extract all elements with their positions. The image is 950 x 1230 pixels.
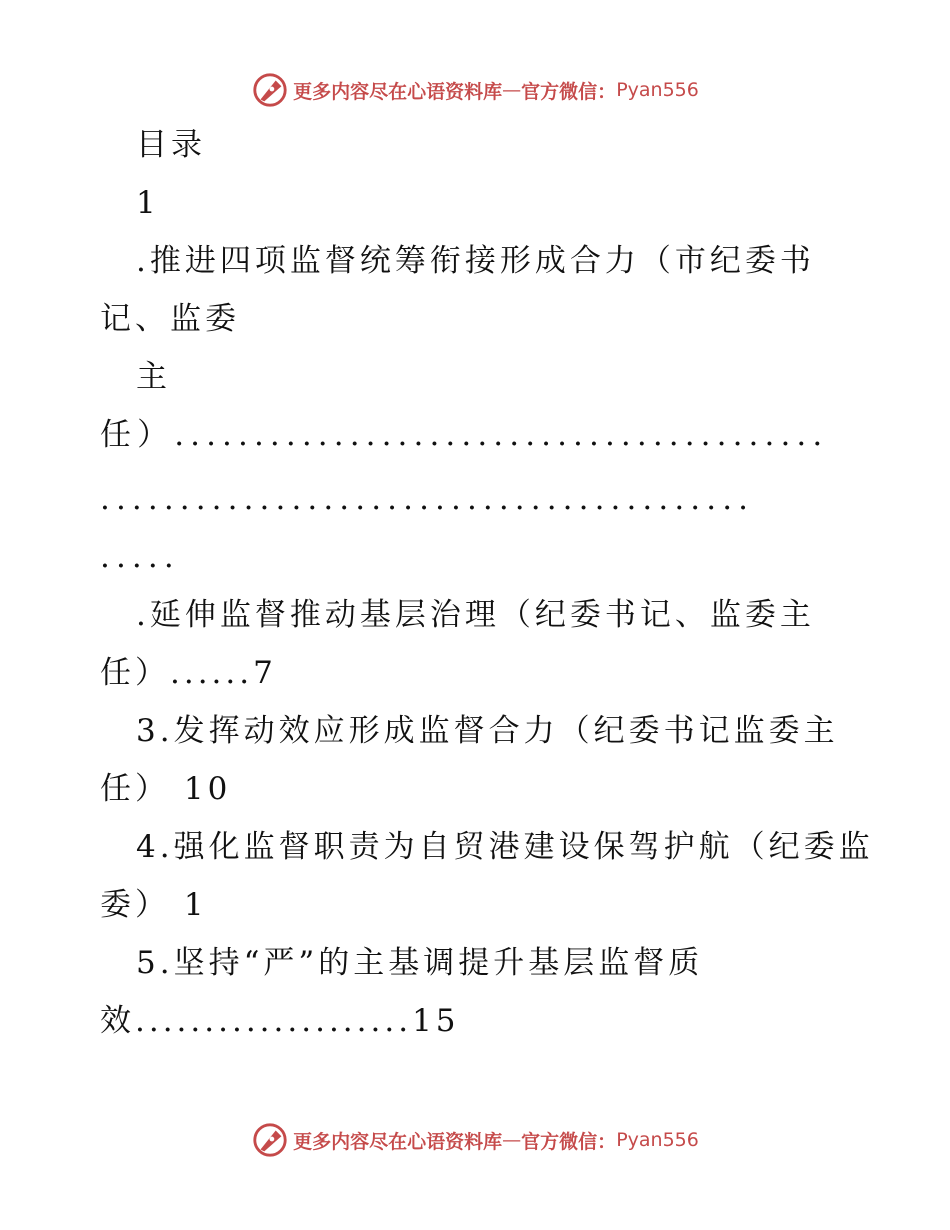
toc-line: 主 xyxy=(136,359,171,395)
toc-title: 目录 xyxy=(136,127,206,163)
pen-nib-logo-icon xyxy=(251,71,289,109)
toc-line: ..... xyxy=(100,539,180,575)
toc-line: .延伸监督推动基层治理（纪委书记、监委主 xyxy=(136,597,815,633)
toc-line: 5.坚持“严”的主基调提升基层监督质 xyxy=(136,945,704,981)
toc-line: 效....................15 xyxy=(100,1003,460,1039)
banner-brand-text: 更多内容尽在心语资料库 xyxy=(293,80,503,103)
toc-line: 委） 1 xyxy=(100,887,208,923)
toc-line: 记、监委 xyxy=(100,301,240,337)
banner-brand-text: 更多内容尽在心语资料库 xyxy=(293,1130,503,1153)
banner-separator: — xyxy=(502,1129,522,1151)
banner-wechat-label: 官方微信： xyxy=(521,1130,617,1153)
toc-line: 任）......................................... xyxy=(100,417,829,453)
banner-wechat-id: Pyan556 xyxy=(616,1129,699,1151)
toc-line: 任） 10 xyxy=(100,771,232,807)
toc-line: 1 xyxy=(136,185,160,221)
toc-line: 3.发挥动效应形成监督合力（纪委书记监委主 xyxy=(136,713,839,749)
toc-line: .推进四项监督统筹衔接形成合力（市纪委书 xyxy=(136,243,815,279)
banner-separator: — xyxy=(502,79,522,101)
toc-line: 4.强化监督职责为自贸港建设保驾护航（纪委监 xyxy=(136,829,874,865)
pen-nib-logo-icon xyxy=(251,1121,289,1159)
watermark-banner-top xyxy=(0,70,950,110)
toc-line: 任）......7 xyxy=(100,655,277,691)
toc-line: ......................................... xyxy=(100,481,755,517)
banner-wechat-label: 官方微信： xyxy=(521,80,617,103)
banner-wechat-id: Pyan556 xyxy=(616,79,699,101)
watermark-banner-bottom xyxy=(0,1120,950,1160)
